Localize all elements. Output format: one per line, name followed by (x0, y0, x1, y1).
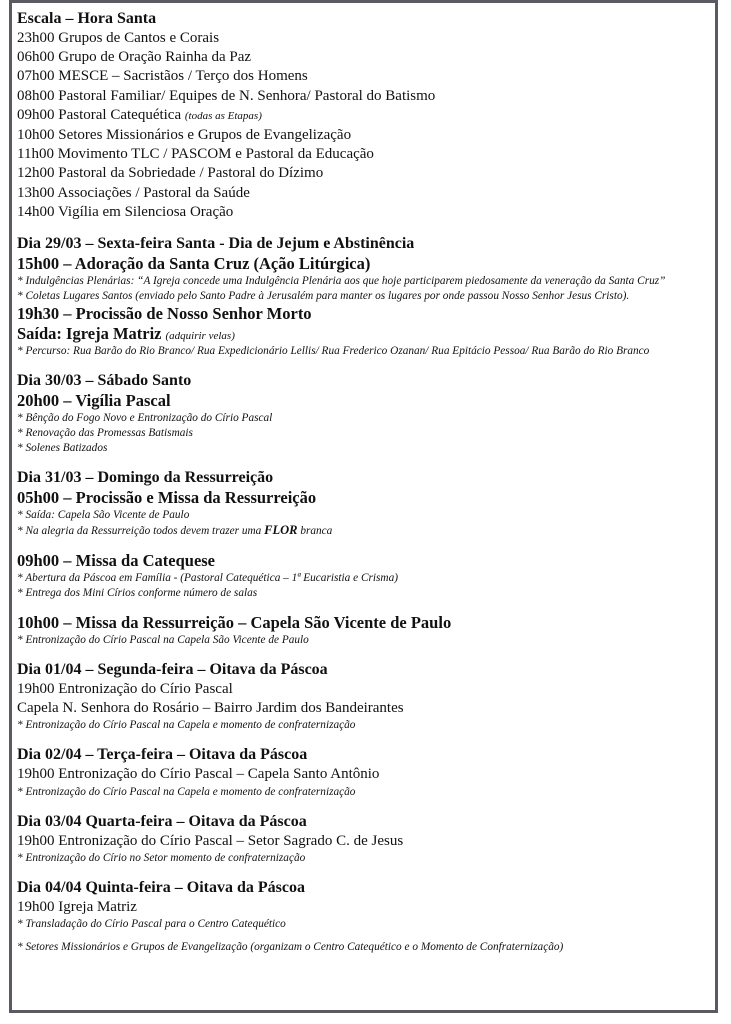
schedule-item (17, 87, 707, 106)
event-note: * Abertura da Páscoa em Família - (Pastoral Catequética – 1ª Eucaristia e Crisma) (17, 572, 399, 585)
hora-santa-section (17, 9, 707, 222)
day-04-section (17, 878, 707, 955)
day-30-section (17, 371, 707, 456)
schedule-document (17, 9, 707, 955)
item-text: 09h00 Pastoral Catequética (17, 106, 182, 123)
schedule-item (17, 145, 707, 164)
event-note: * Entronização do Círio no Setor momento de confraternização (17, 851, 306, 864)
event-title: 20h00 – Vigília Pascal (17, 391, 171, 411)
schedule-item (17, 48, 707, 67)
note-text: branca (297, 525, 333, 538)
event-note: * Renovação das Promessas Batismais (17, 427, 193, 440)
event-note: * Entronização do Círio Pascal na Capela e momento de confraternização (17, 719, 356, 732)
schedule-item (17, 184, 707, 203)
note-emphasis: FLOR (264, 523, 298, 538)
day-29-section (17, 234, 707, 359)
event-note: * Entronização do Círio Pascal na Capela São Vicente de Paulo (17, 634, 309, 647)
day-31-section (17, 468, 707, 648)
departure-text: Saída: Igreja Matriz (17, 324, 162, 344)
event-note: * Percurso: Rua Barão do Rio Branco/ Rua Expedicionário Lellis/ Rua Frederico Ozanan/ Rua Epitácio Pessoa/ Rua Barão do Rio Branco (17, 345, 650, 358)
day-02-section (17, 745, 707, 799)
day-01-section (17, 660, 707, 733)
day-title: Dia 02/04 – Terça-feira – Oitava da Páscoa (17, 746, 308, 764)
event-title: 05h00 – Procissão e Missa da Ressurreição (17, 488, 317, 508)
day-title: Dia 30/03 – Sábado Santo (17, 372, 192, 390)
schedule-item (17, 126, 707, 145)
event-line: 19h00 Entronização do Círio Pascal – Setor Sagrado C. de Jesus (17, 832, 404, 849)
event-line: 19h00 Igreja Matriz (17, 898, 137, 915)
departure-note: (adquirir velas) (165, 330, 235, 343)
day-03-section (17, 812, 707, 866)
day-title: Dia 29/03 – Sexta-feira Santa - Dia de Jejum e Abstinência (17, 235, 415, 253)
day-title: Dia 01/04 – Segunda-feira – Oitava da Páscoa (17, 661, 328, 679)
event-title: 15h00 – Adoração da Santa Cruz (Ação Litúrgica) (17, 254, 371, 274)
item-text: 07h00 MESCE – Sacristãos / Terço dos Homens (17, 68, 308, 85)
item-text: 23h00 Grupos de Cantos e Corais (17, 30, 220, 46)
event-note: * Setores Missionários e Grupos de Evangelização (organizam o Centro Catequético e o Momento de Confraternização) (17, 941, 564, 954)
event-note: * Solenes Batizados (17, 442, 108, 455)
section-title: Escala – Hora Santa (17, 10, 157, 27)
event-note: * Transladação do Círio Pascal para o Centro Catequético (17, 918, 286, 931)
item-text: 11h00 Movimento TLC / PASCOM e Pastoral da Educação (17, 146, 374, 163)
item-text: 06h00 Grupo de Oração Rainha da Paz (17, 49, 252, 66)
event-note: * Entrega dos Mini Círios conforme número de salas (17, 587, 258, 600)
item-text: 14h00 Vigília em Silenciosa Oração (17, 203, 234, 220)
day-title: Dia 03/04 Quarta-feira – Oitava da Páscoa (17, 812, 307, 830)
event-departure (17, 324, 707, 344)
event-line: Capela N. Senhora do Rosário – Bairro Jardim dos Bandeirantes (17, 700, 404, 717)
item-text: 08h00 Pastoral Familiar/ Equipes de N. Senhora/ Pastoral do Batismo (17, 87, 436, 104)
item-text: 12h00 Pastoral da Sobriedade / Pastoral do Dízimo (17, 165, 324, 182)
note-text: * Na alegria da Ressurreição todos devem trazer uma (17, 525, 265, 538)
schedule-item (17, 29, 707, 48)
item-text: 10h00 Setores Missionários e Grupos de Evangelização (17, 127, 352, 144)
schedule-item (17, 203, 707, 222)
event-title: 09h00 – Missa da Catequese (17, 551, 216, 571)
event-title: 10h00 – Missa da Ressurreição – Capela São Vicente de Paulo (17, 613, 452, 633)
item-note: (todas as Etapas) (184, 109, 262, 122)
event-note: * Indulgências Plenárias: “A Igreja concede uma Indulgência Plenária aos que hoje participarem piedosamente da veneração da Santa Cruz” (17, 275, 666, 288)
event-title: 19h30 – Procissão de Nosso Senhor Morto (17, 304, 312, 324)
schedule-item (17, 106, 707, 126)
day-title: Dia 04/04 Quinta-feira – Oitava da Páscoa (17, 878, 305, 896)
item-text: 13h00 Associações / Pastoral da Saúde (17, 184, 250, 201)
event-note: * Saída: Capela São Vicente de Paulo (17, 509, 190, 522)
event-line: 19h00 Entronização do Círio Pascal – Capela Santo Antônio (17, 766, 380, 783)
event-note: * Entronização do Círio Pascal na Capela e momento de confraternização (17, 785, 356, 798)
schedule-item (17, 164, 707, 183)
event-note: * Bênção do Fogo Novo e Entronização do Círio Pascal (17, 412, 273, 425)
event-note (17, 523, 707, 539)
schedule-item (17, 67, 707, 86)
day-title: Dia 31/03 – Domingo da Ressurreição (17, 469, 274, 487)
event-line: 19h00 Entronização do Círio Pascal (17, 681, 233, 698)
event-note: * Coletas Lugares Santos (enviado pelo Santo Padre à Jerusalém para manter os lugares por onde passou Nosso Senhor Jesus Cristo). (17, 290, 630, 303)
